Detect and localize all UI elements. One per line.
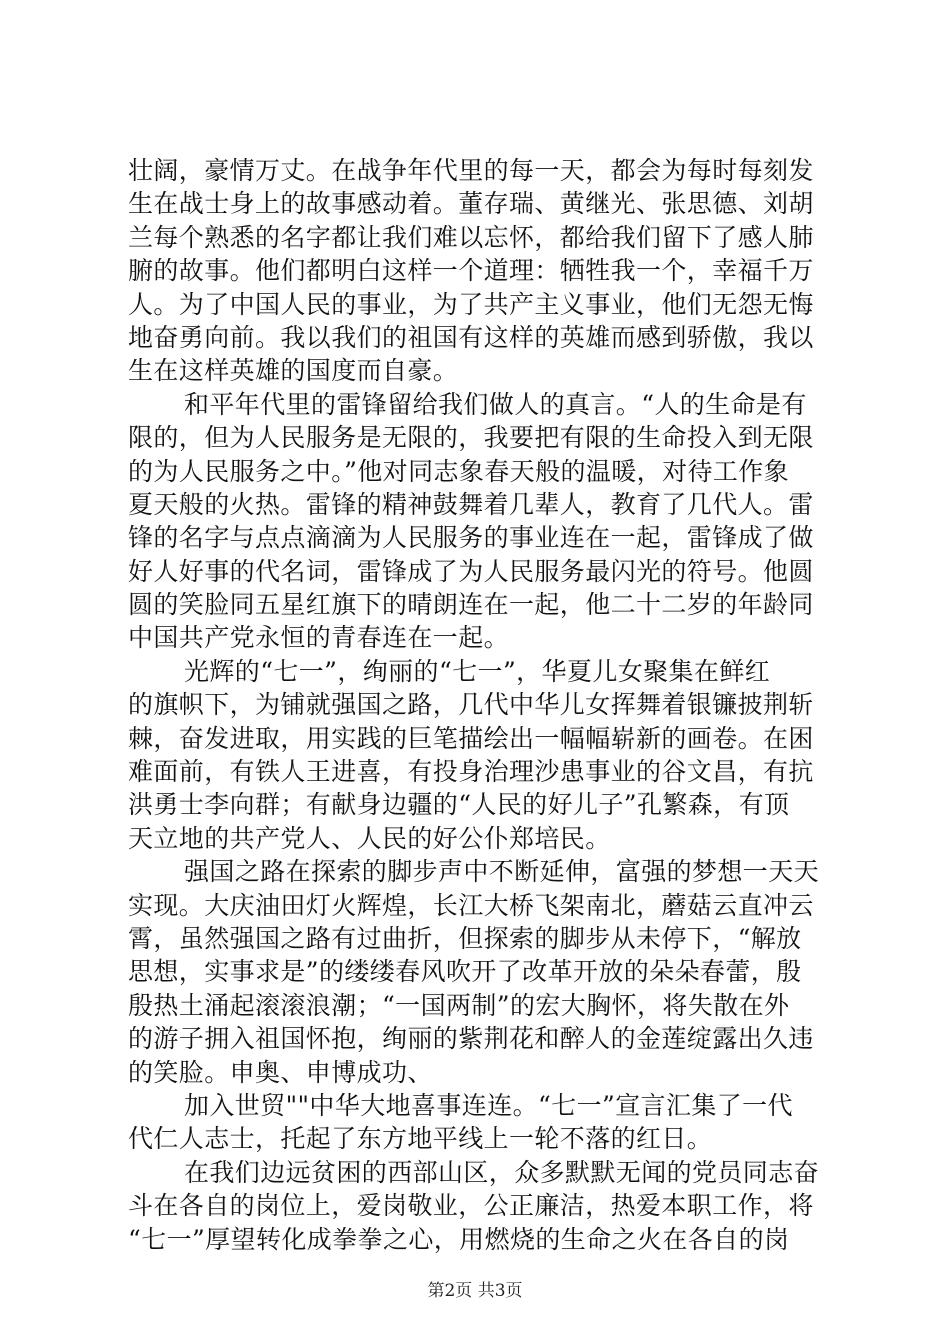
text-line: 兰每个熟悉的名字都让我们难以忘怀，都给我们留下了感人肺	[128, 222, 814, 252]
paragraph-first-line: 在我们边远贫困的西部山区，众多默默无闻的党员同志奋	[184, 1157, 820, 1187]
page-number-footer: 第2页 共3页	[427, 1281, 523, 1301]
text-line: 圆的笑脸同五星红旗下的晴朗连在一起，他二十二岁的年龄同	[128, 590, 814, 620]
text-line: 棘，奋发进取，用实践的巨笔描绘出一幅幅崭新的画卷。在困	[128, 723, 814, 753]
text-line: 的笑脸。申奥、申博成功、	[128, 1057, 433, 1087]
text-line: 实现。大庆油田灯火辉煌，长江大桥飞架南北，蘑菇云直冲云	[128, 890, 814, 920]
text-line: 的游子拥入祖国怀抱，绚丽的紫荆花和醉人的金莲绽露出久违	[128, 1024, 814, 1054]
paragraph-first-line: 和平年代里的雷锋留给我们做人的真言。“人的生命是有	[184, 389, 807, 419]
text-line: 代仁人志士，托起了东方地平线上一轮不落的红日。	[128, 1124, 713, 1154]
text-line: 中国共产党永恒的青春连在一起。	[128, 623, 510, 653]
text-line: 地奋勇向前。我以我们的祖国有这样的英雄而感到骄傲，我以	[128, 322, 814, 352]
text-line: 壮阔，豪情万丈。在战争年代里的每一天，都会为每时每刻发	[128, 156, 814, 185]
text-line: 限的，但为人民服务是无限的，我要把有限的生命投入到无限	[128, 423, 814, 453]
paragraph-first-line: 强国之路在探索的脚步声中不断延伸，富强的梦想一天天	[184, 857, 820, 887]
text-line: 生在这样英雄的国度而自豪。	[128, 356, 459, 386]
text-line: 腑的故事。他们都明白这样一个道理：牺牲我一个，幸福千万	[128, 256, 814, 286]
text-line: 殷热土涌起滚滚浪潮；“一国两制”的宏大胸怀，将失散在外	[128, 990, 790, 1020]
document-body	[128, 154, 828, 1256]
text-line: 生在战士身上的故事感动着。董存瑞、黄继光、张思德、刘胡	[128, 189, 814, 219]
text-line: “七一”厚望转化成拳拳之心，用燃烧的生命之火在各自的岗	[128, 1224, 790, 1254]
text-line: 霄，虽然强国之路有过曲折，但探索的脚步从未停下，“解放	[128, 923, 802, 953]
paragraph-first-line: 加入世贸""中华大地喜事连连。“七一”宣言汇集了一代	[184, 1090, 793, 1120]
text-line: 人。为了中国人民的事业，为了共产主义事业，他们无怨无悔	[128, 289, 814, 319]
paragraph-first-line: 光辉的“七一”，绚丽的“七一”，华夏儿女聚集在鲜红	[184, 656, 771, 686]
text-line: 难面前，有铁人王进喜，有投身治理沙患事业的谷文昌，有抗	[128, 757, 814, 787]
text-line: 天立地的共产党人、人民的好公仆郑培民。	[128, 823, 611, 853]
text-line: 洪勇士李向群；有献身边疆的“人民的好儿子”孔繁森，有顶	[128, 790, 790, 820]
text-line: 好人好事的代名词，雷锋成了为人民服务最闪光的符号。他圆	[128, 556, 814, 586]
text-line: 的旗帜下，为铺就强国之路，几代中华儿女挥舞着银镰披荆斩	[128, 690, 814, 720]
text-line: 的为人民服务之中。”他对同志象春天般的温暖，对待工作象	[128, 456, 790, 486]
text-line: 思想，实事求是”的缕缕春风吹开了改革开放的朵朵春蕾，殷	[128, 957, 802, 987]
text-line: 锋的名字与点点滴滴为人民服务的事业连在一起，雷锋成了做	[128, 523, 814, 553]
text-line: 夏天般的火热。雷锋的精神鼓舞着几辈人，教育了几代人。雷	[128, 489, 814, 519]
text-line: 斗在各自的岗位上，爱岗敬业，公正廉洁，热爱本职工作，将	[128, 1191, 814, 1221]
